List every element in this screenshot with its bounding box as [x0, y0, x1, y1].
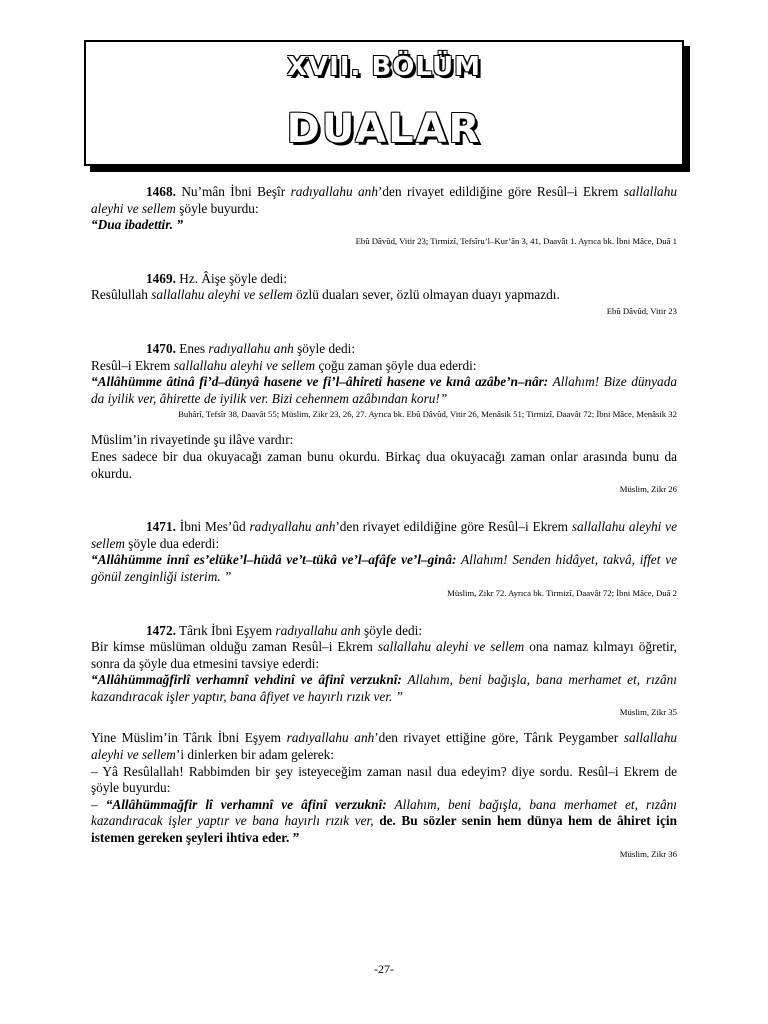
hadith-text: şöyle dedi:	[360, 622, 423, 638]
note-intro: Müslim’in rivayetinde şu ilâve vardır:	[91, 432, 294, 448]
hadith-1470	[91, 341, 677, 358]
dua-arabic: “Allâhümme innî es’elüke’l–hüdâ ve’t–tükâ ve’l–afâfe ve’l–ginâ:	[91, 552, 457, 568]
hadith-quote	[91, 217, 677, 234]
spacer	[91, 718, 677, 730]
dua-meaning: Allahım, beni bağışla, bana merhamet et, rızânı kazandıracak işler yaptır ve bana hayırlı rızık ver,	[91, 796, 677, 829]
hadith-1472	[91, 623, 677, 640]
dua-meaning: Allahım! Senden hidâyet, takvâ, iffet ve gönül zenginliği isterim. ”	[91, 552, 678, 584]
hadith-text-line	[91, 287, 677, 304]
hadith-text: çoğu zaman şöyle dua ederdi:	[315, 357, 477, 373]
spacer	[91, 247, 677, 271]
hadith-text: ’den rivayet edildiğine göre Resûl–i Ekrem	[377, 184, 624, 199]
dialogue-dash: –	[91, 796, 106, 812]
dua-text	[91, 374, 677, 407]
spacer	[91, 420, 677, 432]
honorific: radıyallahu anh	[275, 622, 361, 638]
hadith-text-line	[91, 639, 677, 672]
spacer	[91, 599, 677, 623]
hadith-1471	[91, 519, 677, 552]
honorific: sallallahu aleyhi ve sellem	[91, 184, 677, 216]
dua-meaning: Allahım, beni bağışla, bana merhamet et, rızânı kazandıracak işler yaptır, bana âfiyet ve hayırlı rızık ver. ”	[91, 672, 677, 704]
dua-text	[91, 672, 677, 705]
source-reference: Müslim, Zikr 72. Ayrıca bk. Tirmizî, Daavât 72; İbni Mâce, Duâ 2	[447, 587, 677, 598]
dialogue-question: – Yâ Resûlallah! Rabbimden bir şey isteyeceğim zaman nasıl dua edeyim? diye sordu. Resûl–i Ekrem de şöyle buyurdu:	[91, 763, 677, 796]
spacer	[91, 317, 677, 341]
dua-arabic: “Allâhümmağfir lî verhamnî ve âfinî verzuknî:	[105, 796, 387, 812]
hadith-text: ’den rivayet ettiğine göre, Târık Peygamber	[374, 730, 624, 746]
dua-conclusion: de. Bu sözler senin hem dünya hem de âhiret için istemen gereken şeyleri ihtiva eder. ”	[91, 813, 677, 846]
hadith-1468	[91, 184, 677, 217]
hadith-1469	[91, 271, 677, 288]
hadith-text: Resûlullah	[91, 287, 152, 303]
honorific: radıyallahu anh	[286, 730, 375, 746]
hadith-number: 1470.	[146, 340, 176, 356]
honorific: sallallahu aleyhi ve sellem	[91, 519, 677, 551]
source-reference: Ebû Dâvûd, Vitir 23	[606, 305, 677, 316]
source-reference: Müslim, Zikr 26	[619, 484, 677, 495]
page-number: -27-	[374, 962, 394, 976]
hadith-text: İbni Mes’ûd	[175, 519, 250, 535]
dua-text	[91, 552, 677, 585]
honorific: sallallahu aleyhi ve sellem	[377, 639, 525, 655]
hadith-number: 1468.	[146, 184, 176, 199]
hadith-1472-second-narration	[91, 730, 677, 763]
hadith-text: Hz. Âişe şöyle dedi:	[175, 270, 288, 286]
page-content	[91, 184, 677, 860]
hadith-text: Bir kimse müslüman olduğu zaman Resûl–i Ekrem	[91, 639, 378, 655]
dua-arabic: “Allâhümmağfirlî verhamnî vehdinî ve âfinî verzuknî:	[91, 672, 402, 688]
hadith-text: şöyle dua ederdi:	[124, 535, 220, 551]
chapter-header-box	[84, 40, 684, 166]
honorific: radıyallahu anh	[249, 519, 336, 535]
hadith-text: ona namaz kılmayı öğretir, sonra da şöyle dua etmesini tavsiye ederdi:	[91, 639, 677, 671]
hadith-text: Resûl–i Ekrem	[91, 357, 174, 373]
hadith-text-line	[91, 358, 677, 375]
hadith-number: 1471.	[146, 519, 176, 535]
hadith-text: ’den rivayet edildiğine göre Resûl–i Ekrem	[335, 519, 572, 535]
dua-arabic: “Allâhümme âtinâ fi’d–dünyâ hasene ve fi’l–âhireti hasene ve kınâ azâbe’n–nâr:	[91, 374, 549, 390]
dua-meaning: Allahım! Bize dünyada da iyilik ver, âhirette de iyilik ver. Bizi cehennem azâbından koru!”	[91, 374, 677, 406]
honorific: radıyallahu anh	[290, 184, 378, 199]
source-reference: Ebû Dâvûd, Vitir 23; Tirmizî, Tefsîru’l–Kur’ân 3, 41, Daavât 1. Ayrıca bk. İbni Mâce, Duâ 1	[355, 235, 677, 246]
quote-text: “Dua ibadettir. ”	[91, 217, 183, 233]
hadith-text: Nu’mân İbni Beşîr	[175, 184, 291, 199]
hadith-text: şöyle dedi:	[293, 340, 356, 356]
chapter-number: XVII. BÖLÜM	[287, 52, 481, 82]
source-reference: Müslim, Zikr 36	[619, 848, 677, 859]
source-reference: Buhârî, Tefsîr 38, Daavât 55; Müslim, Zikr 23, 26, 27. Ayrıca bk. Ebû Dâvûd, Vitir 26, Menâsik 51; Tirmizî, Daavât 72; İbni Mâce, Menâsik 32	[178, 409, 677, 420]
hadith-text: özlü duaları sever, özlü olmayan duayı yapmazdı.	[292, 287, 560, 303]
hadith-text: şöyle buyurdu:	[175, 200, 259, 216]
spacer	[91, 495, 677, 519]
hadith-text: Yine Müslim’in Târık İbni Eşyem	[91, 730, 287, 746]
hadith-text: ’i dinlerken bir adam gelerek:	[175, 747, 334, 763]
dua-text	[91, 797, 677, 847]
hadith-text: Târık İbni Eşyem	[175, 622, 276, 638]
hadith-number: 1469.	[146, 270, 176, 286]
honorific: sallallahu aleyhi ve sellem	[173, 357, 316, 373]
source-reference: Müslim, Zikr 35	[619, 707, 677, 718]
honorific: radıyallahu anh	[208, 340, 294, 356]
chapter-title: DUALAR	[286, 106, 482, 152]
honorific: sallallahu aleyhi ve sellem	[151, 287, 293, 303]
hadith-text: Enes	[175, 340, 209, 356]
note-text: Enes sadece bir dua okuyacağı zaman bunu okurdu. Birkaç dua okuyacağı zaman onlar arasında bunu da okurdu.	[91, 448, 677, 481]
hadith-number: 1472.	[146, 622, 176, 638]
honorific: sallallahu aleyhi ve sellem	[91, 730, 678, 763]
